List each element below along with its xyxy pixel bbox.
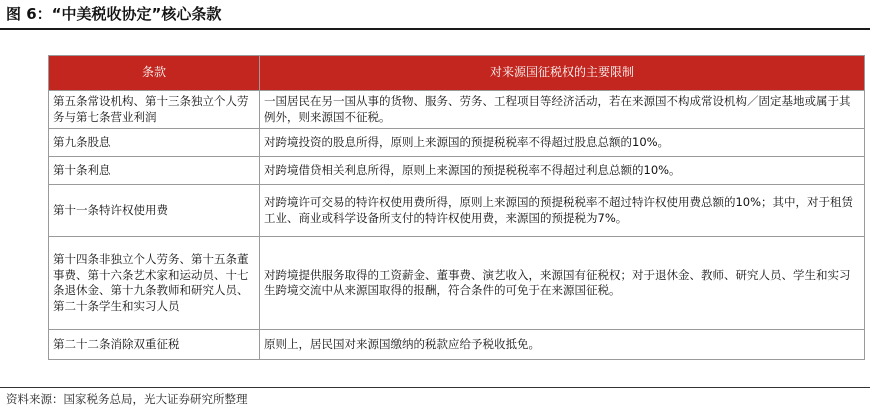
column-header-restriction: 对来源国征税权的主要限制 [260,56,865,91]
clause-cell: 第十条利息 [49,157,260,185]
clause-cell: 第九条股息 [49,129,260,157]
source-note: 资料来源：国家税务总局，光大证券研究所整理 [6,392,248,406]
restriction-cell: 对跨境提供服务取得的工资薪金、董事费、演艺收入，来源国有征税权；对于退休金、教师、研究人员、学生和实习生跨境交流中从来源国取得的报酬，符合条件的可免于在来源国征税。 [260,237,865,330]
figure-title: 图 6：“中美税收协定”核心条款 [6,5,222,23]
clause-cell: 第二十二条消除双重征税 [49,330,260,360]
column-header-clause: 条款 [49,56,260,91]
table-row [49,157,865,185]
title-divider [0,28,870,30]
restriction-cell: 对跨境许可交易的特许权使用费所得，原则上来源国的预提税税率不超过特许权使用费总额的10%；其中，对于租赁工业、商业或科学设备所支付的特许权使用费，来源国的预提税为7%。 [260,185,865,237]
restriction-cell: 一国居民在另一国从事的货物、服务、劳务、工程项目等经济活动，若在来源国不构成常设机构／固定基地或属于其例外，则来源国不征税。 [260,91,865,129]
table-row [49,330,865,360]
clause-cell: 第十一条特许权使用费 [49,185,260,237]
tax-treaty-clauses-table [48,55,865,360]
table-row [49,91,865,129]
source-divider [0,387,870,388]
clause-cell: 第十四条非独立个人劳务、第十五条董事费、第十六条艺术家和运动员、十七条退休金、第十九条教师和研究人员、第二十条学生和实习人员 [49,237,260,330]
restriction-cell: 原则上，居民国对来源国缴纳的税款应给予税收抵免。 [260,330,865,360]
table-row [49,237,865,330]
restriction-cell: 对跨境借贷相关利息所得，原则上来源国的预提税税率不得超过利息总额的10%。 [260,157,865,185]
clause-cell: 第五条常设机构、第十三条独立个人劳务与第七条营业利润 [49,91,260,129]
table-header-row [49,56,865,91]
table-row [49,185,865,237]
table-row [49,129,865,157]
restriction-cell: 对跨境投资的股息所得，原则上来源国的预提税税率不得超过股息总额的10%。 [260,129,865,157]
